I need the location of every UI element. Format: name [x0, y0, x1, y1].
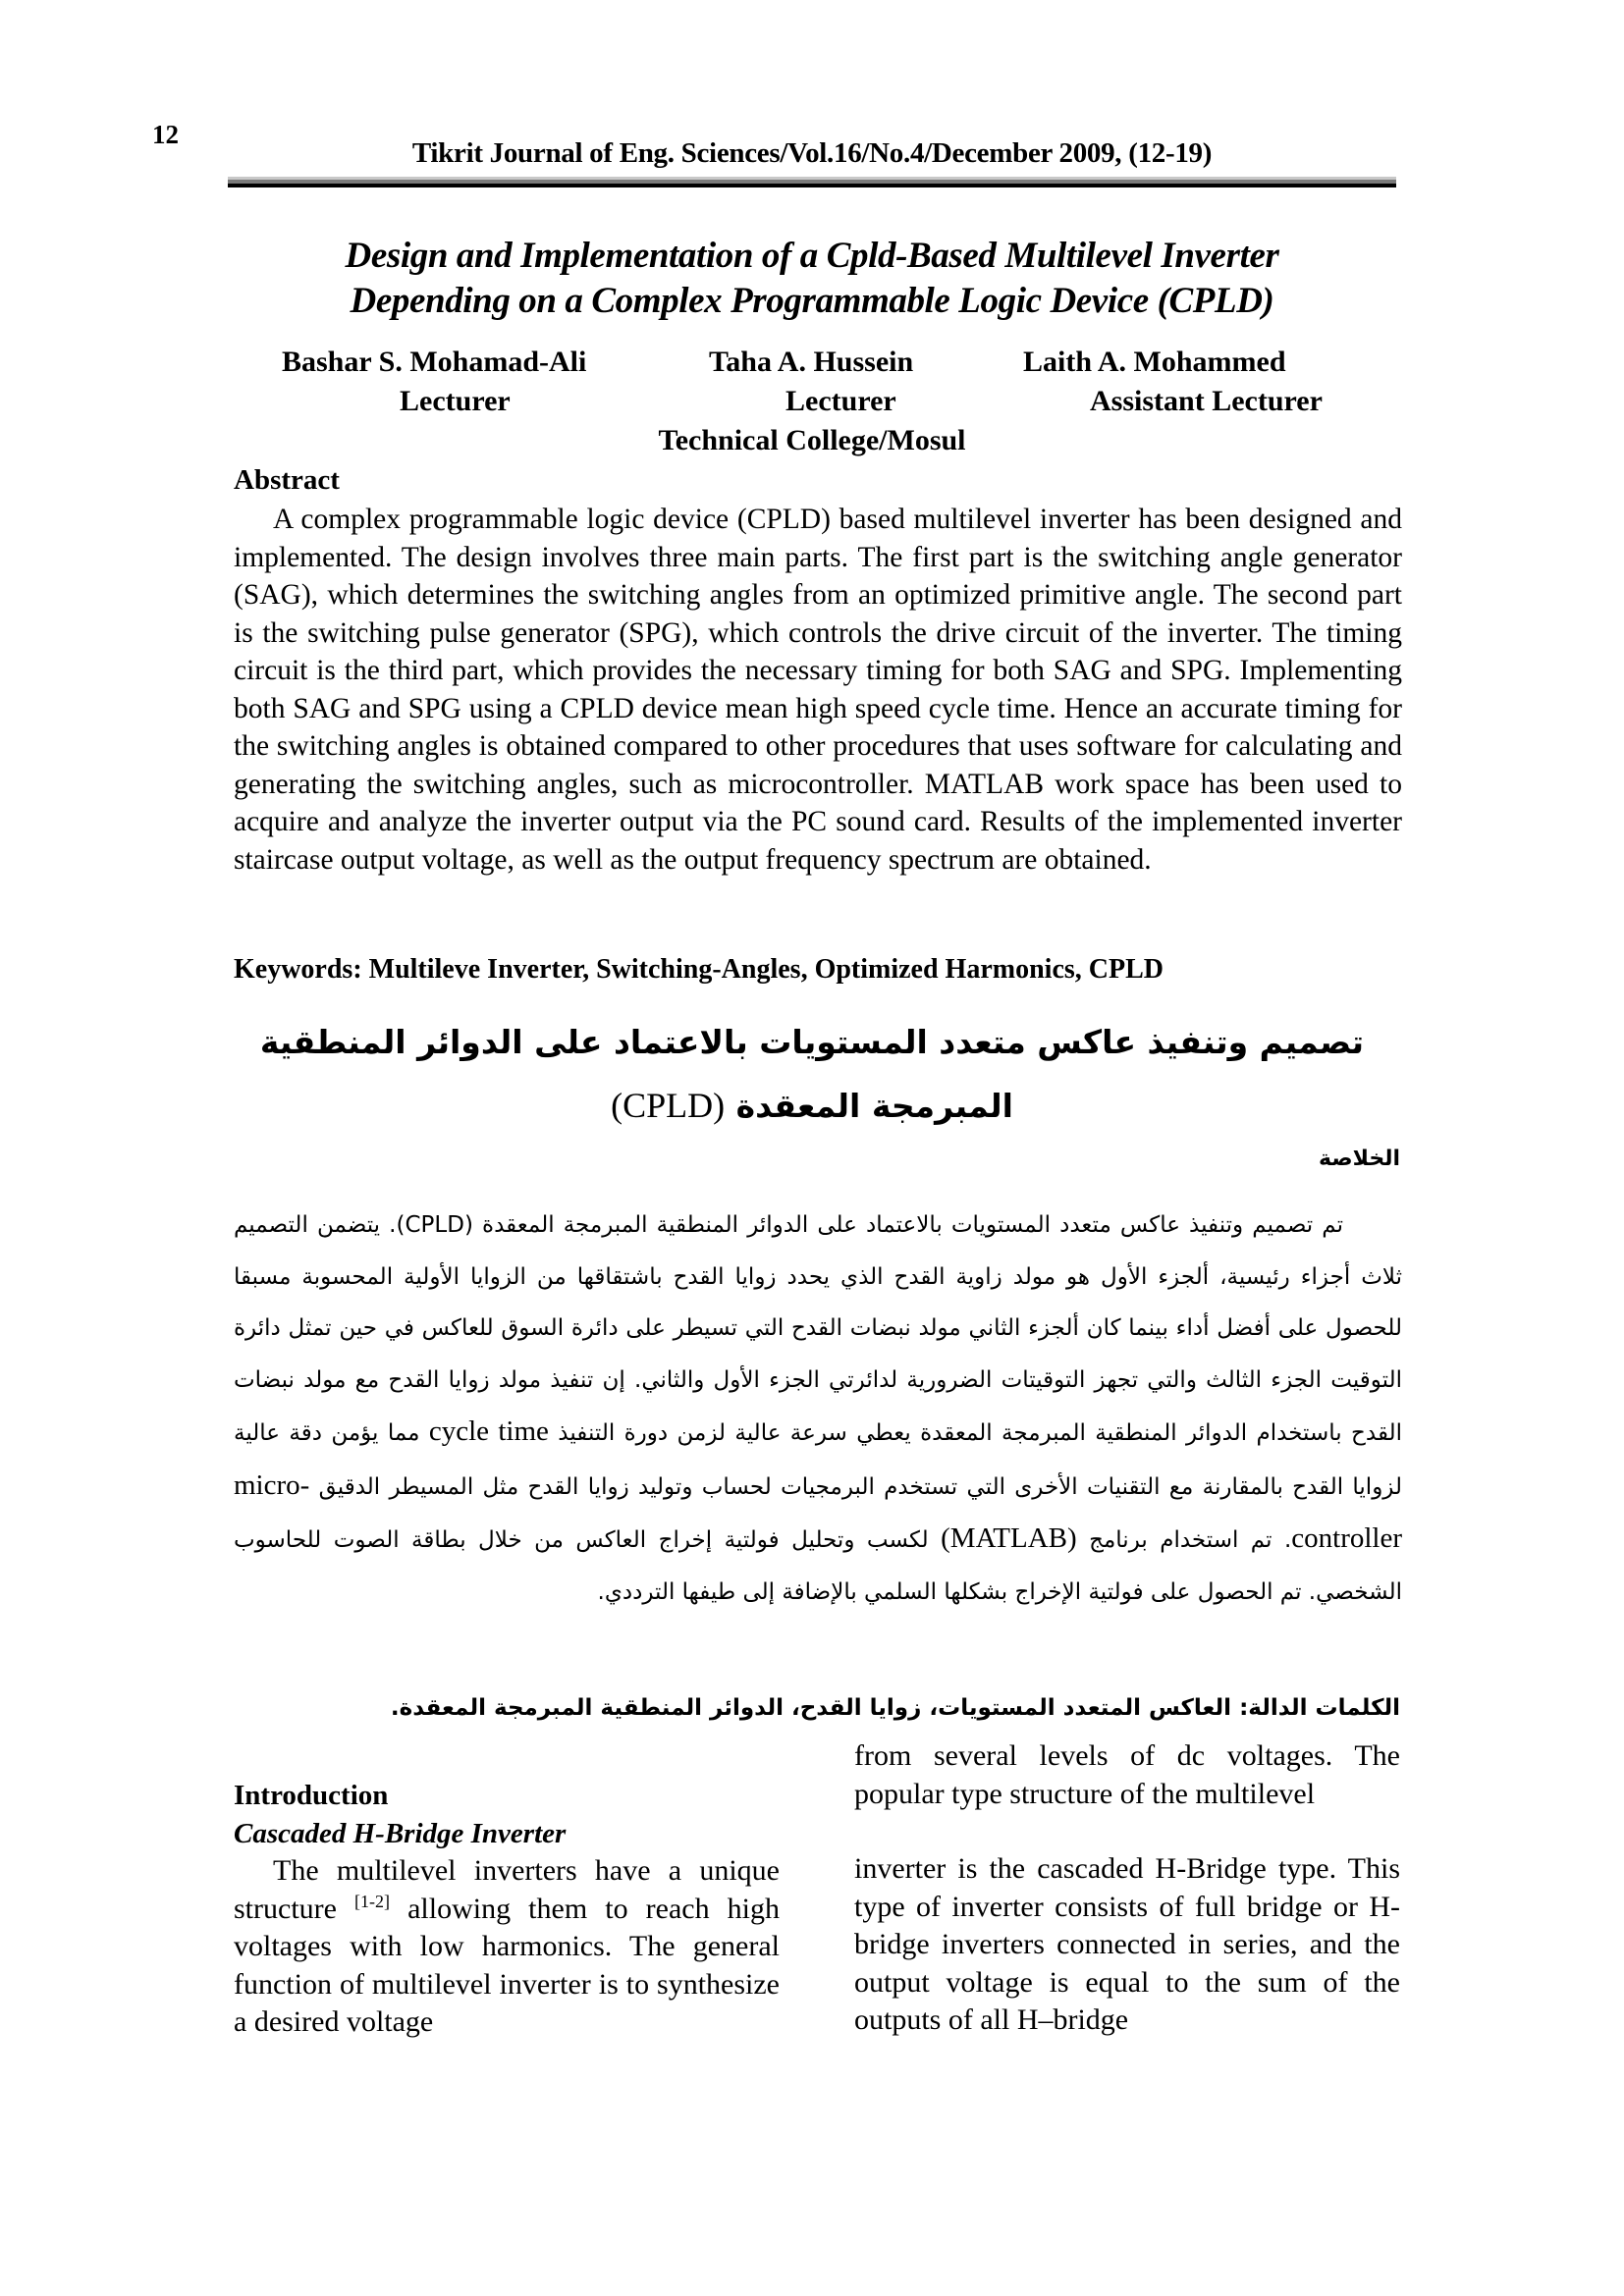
title-line-2: Depending on a Complex Programmable Logic Device (CPLD)	[350, 281, 1274, 321]
intro-paragraph-cont: inverter is the cascaded H-Bridge type. This type of inverter consists of full bridge or H-bridge inverters connected in series, and the output voltage is equal to the sum of the outputs of all H–bridge	[854, 1852, 1400, 2036]
subsection-heading: Cascaded H-Bridge Inverter	[234, 1817, 567, 1849]
author-name: Laith A. Mohammed	[1023, 346, 1286, 378]
author-name: Taha A. Hussein	[709, 346, 914, 378]
page-number: 12	[152, 120, 179, 149]
arabic-abstract-heading: الخلاصة	[1319, 1147, 1400, 1171]
latin-term: (MATLAB)	[941, 1522, 1077, 1554]
author-role: Lecturer	[785, 385, 896, 417]
journal-header: Tikrit Journal of Eng. Sciences/Vol.16/No.4/December 2009, (12-19)	[411, 137, 1213, 169]
keywords: Keywords: Multileve Inverter, Switching-Angles, Optimized Harmonics, CPLD	[234, 954, 1164, 985]
arabic-title-line-2	[228, 1074, 1396, 1138]
introduction-heading: Introduction	[234, 1780, 389, 1811]
intro-paragraph-cont: from several levels of dc voltages. The popular type structure of the multilevel	[854, 1739, 1400, 1810]
intro-text: The multilevel inverters have a unique structure	[234, 1854, 780, 1925]
intro-paragraph	[234, 1852, 780, 2042]
abstract-body	[234, 501, 1402, 879]
arabic-keywords: الكلمات الدالة: العاكس المتعدد المستويات، زوايا القدح، الدوائر المنطقية المبرمجة المعقدة.	[390, 1695, 1400, 1721]
header-rule	[228, 177, 1396, 187]
abstract-text: A complex programmable logic device (CPLD) based multilevel inverter has been designed and implemented. The design involves three main parts. The first part is the switching angle generator (SAG), which determines the switching angles from an optimized primitive angle. The second part is the switching pulse generator (SPG), which controls the drive circuit of the inverter. The timing circuit is the third part, which provides the necessary timing for both SAG and SPG. Implementing both SAG and SPG using a CPLD device mean high speed cycle time. Hence an accurate timing for the switching angles is obtained compared to other procedures that uses software for calculating and generating the switching angles, such as microcontroller. MATLAB work space has been used to acquire and analyze the inverter output via the PC sound card. Results of the implemented inverter staircase output voltage, as well as the output frequency spectrum are obtained.	[234, 504, 1402, 876]
arabic-abstract-body	[234, 1200, 1402, 1618]
latin-term: micro-controller	[234, 1468, 1402, 1554]
title-line-1: Design and Implementation of a Cpld-Based Multilevel Inverter	[345, 236, 1279, 276]
intro-text: allowing them to reach high voltages with low harmonics. The general function of multilevel inverter is to synthesize a desired voltage	[234, 1892, 780, 2038]
intro-left-column	[234, 1777, 780, 2042]
arabic-text: . تم استخدام برنامج	[1089, 1527, 1292, 1553]
arabic-title-cpld: (CPLD)	[611, 1086, 726, 1125]
author-role: Lecturer	[400, 385, 511, 417]
arabic-title	[228, 1011, 1396, 1138]
intro-right-column	[854, 1737, 1400, 2040]
paper-title	[228, 234, 1396, 324]
citation: [1-2]	[354, 1891, 391, 1911]
author-role: Assistant Lecturer	[1090, 385, 1323, 417]
arabic-text: لكسب وتحليل فولتية إخراج العاكس من خلال بطاقة الصوت للحاسوب الشخصي. تم الحصول على فولتية الإخراج بشكلها السلمي بالإضافة إلى طيفها الترددي.	[234, 1527, 1402, 1605]
author-name: Bashar S. Mohamad-Ali	[282, 346, 587, 378]
latin-term: cycle time	[428, 1415, 549, 1447]
arabic-text: تم تصميم وتنفيذ عاكس متعدد المستويات بالاعتماد على الدوائر المنطقية المبرمجة المعقدة (CPLD). يتضمن التصميم ثلاث أجزاء رئيسية، ألجزء الأول هو مولد زاوية القدح الذي يحدد زوايا القدح باشتقاقها من الزوايا الأولية المحسوبة مسبقا للحصول على أفضل أداء بينما كان ألجزء الثاني مولد نبضات القدح التي تسيطر على دائرة السوق للعاكس في حين تمثل دائرة التوقيت الجزء الثالث والتي تجهز التوقيتات الضرورية لدائرتي الجزء الأول والثاني. إن تنفيذ مولد زوايا القدح مع مولد نبضات القدح باستخدام الدوائر المنطقية المبرمجة المعقدة يعطي سرعة عالية لزمن دورة التنفيذ	[234, 1212, 1403, 1446]
abstract-heading: Abstract	[234, 464, 340, 496]
affiliation: Technical College/Mosul	[658, 424, 966, 456]
arabic-title-line-1: تصميم وتنفيذ عاكس متعدد المستويات بالاعتماد على الدوائر المنطقية	[259, 1023, 1365, 1061]
arabic-text: مما يؤمن دقة عالية لزوايا القدح بالمقارنة مع التقنيات الأخرى التي تستخدم البرمجيات لحساب وتوليد زوايا القدح مثل المسيطر الدقيق	[234, 1420, 1402, 1500]
arabic-title-text: المبرمجة المعقدة	[735, 1087, 1013, 1125]
